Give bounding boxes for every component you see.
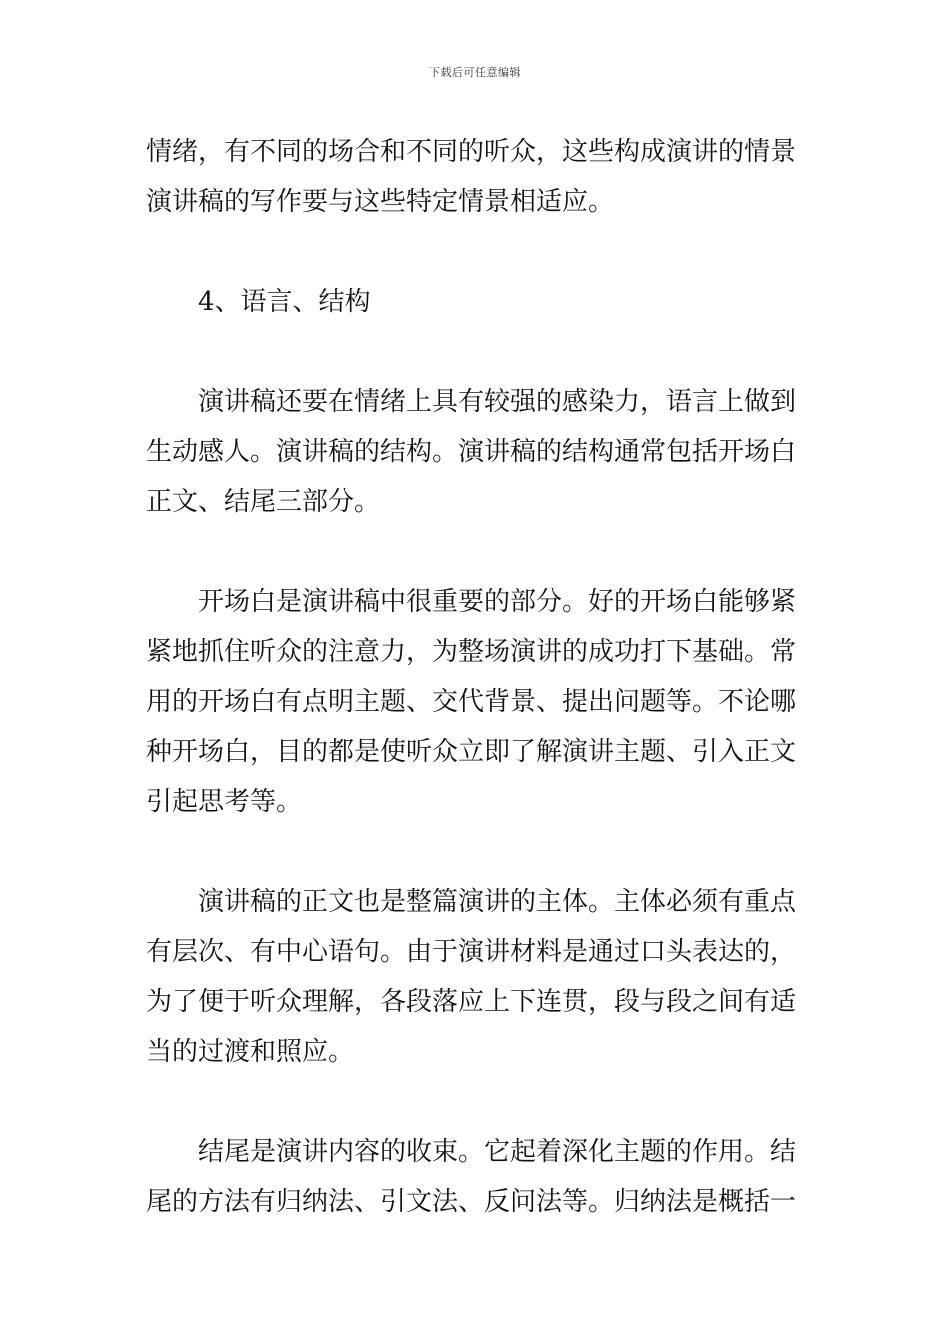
section-heading-text: 4、语言、结构 [198, 287, 371, 317]
paragraph-language [146, 377, 816, 527]
paragraph-line: 有层次、有中心语句。由于演讲材料是通过口头表达的， [146, 937, 797, 967]
paragraph-main-body [146, 877, 816, 1077]
page-header: 下载后可任意编辑 [429, 66, 521, 79]
paragraph-line: 演讲稿的正文也是整篇演讲的主体。主体必须有重点 [198, 887, 797, 917]
paragraph-opening [146, 577, 816, 827]
paragraph-line: 正文、结尾三部分。 [146, 487, 381, 517]
paragraph-line: 为了便于听众理解，各段落应上下连贯，段与段之间有适 [146, 987, 797, 1017]
paragraph-line: 紧地抓住听众的注意力，为整场演讲的成功打下基础。常 [146, 637, 797, 667]
paragraph-line: 演讲稿还要在情绪上具有较强的感染力，语言上做到 [198, 387, 797, 417]
paragraph-line: 演讲稿的写作要与这些特定情景相适应。 [146, 187, 615, 217]
paragraph-line: 当的过渡和照应。 [146, 1037, 355, 1067]
paragraph-line: 尾的方法有归纳法、引文法、反问法等。归纳法是概括一 [146, 1187, 797, 1217]
paragraph-line: 引起思考等。 [146, 787, 303, 817]
paragraph-line: 情绪，有不同的场合和不同的听众，这些构成演讲的情景 [146, 137, 797, 167]
document-body [146, 127, 816, 1277]
paragraph-continuation [146, 127, 816, 227]
paragraph-line: 开场白是演讲稿中很重要的部分。好的开场白能够紧 [198, 587, 797, 617]
paragraph-line: 种开场白，目的都是使听众立即了解演讲主题、引入正文 [146, 737, 797, 767]
section-heading [146, 277, 816, 327]
paragraph-line: 用的开场白有点明主题、交代背景、提出问题等。不论哪 [146, 687, 797, 717]
paragraph-line: 结尾是演讲内容的收束。它起着深化主题的作用。结 [198, 1137, 797, 1167]
paragraph-line: 生动感人。演讲稿的结构。演讲稿的结构通常包括开场白 [146, 437, 797, 467]
paragraph-ending [146, 1127, 816, 1227]
